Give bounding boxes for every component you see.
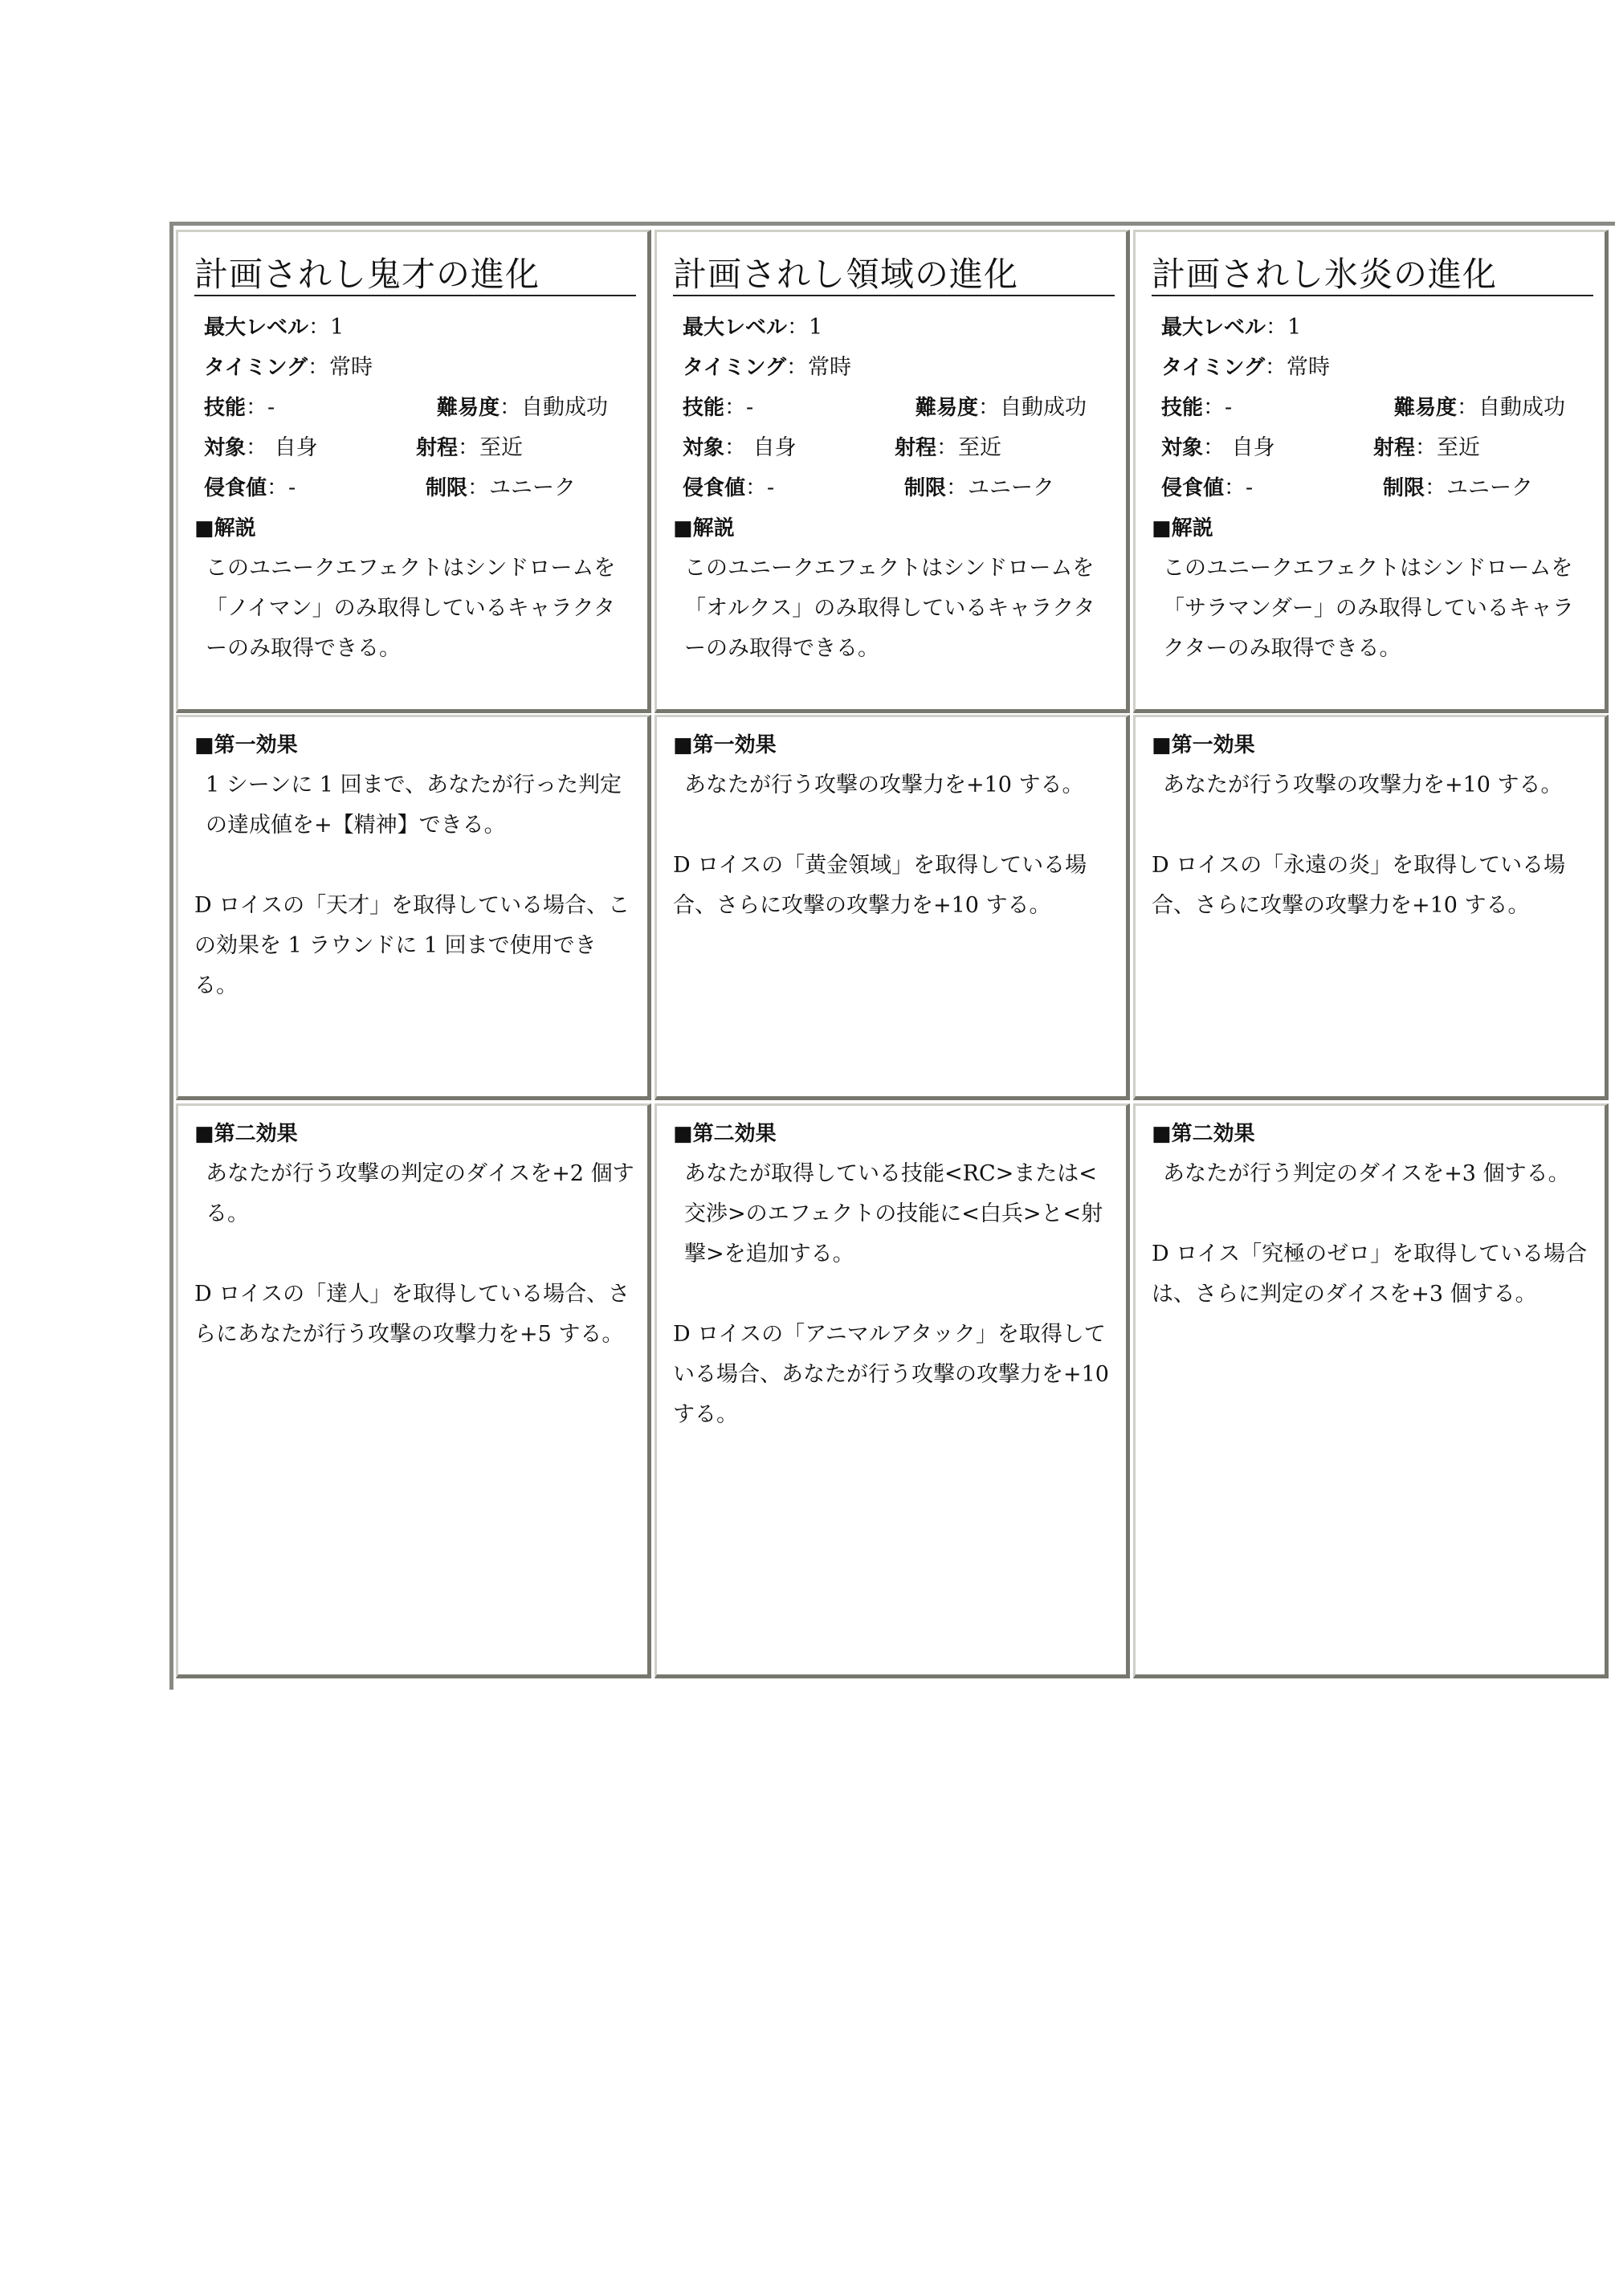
target-value: ： 自身 xyxy=(1203,435,1275,460)
target-label: 対象 xyxy=(204,436,247,460)
description-heading: ■解説 xyxy=(1152,516,1213,540)
first-effect-heading: ■第一効果 xyxy=(673,733,777,757)
max-level-label: 最大レベル xyxy=(204,316,309,340)
difficulty-label: 難易度 xyxy=(1394,396,1458,420)
erosion-label: 侵食値 xyxy=(683,476,746,500)
timing-label: タイミング xyxy=(683,356,786,380)
card-title: 計画されし領域の進化 xyxy=(673,240,1115,296)
second-effect-cell xyxy=(176,1103,651,1678)
second-effect-droyce-text: D ロイスの「アニマルアタック」を取得している場合、あなたが行う攻撃の攻撃力を+10 する。 xyxy=(673,1322,1109,1427)
timing-label: タイミング xyxy=(1161,356,1265,380)
description-text: このユニークエフェクトはシンドロームを「ノイマン」のみ取得しているキャラクターのみ取得できる。 xyxy=(206,556,616,661)
timing-label: タイミング xyxy=(204,356,308,380)
first-effect-text: あなたが行う攻撃の攻撃力を+10 する。 xyxy=(684,773,1084,797)
erosion-value: ：- xyxy=(267,475,296,500)
max-level-value: ：1 xyxy=(308,315,345,340)
first-effect-heading: ■第一効果 xyxy=(194,733,298,757)
stat-block xyxy=(194,308,636,508)
range-label: 射程 xyxy=(1373,436,1416,460)
erosion-value: ：- xyxy=(745,475,775,500)
limit-label: 制限 xyxy=(426,476,468,500)
stat-block xyxy=(1152,308,1593,508)
first-effect-text: あなたが行う攻撃の攻撃力を+10 する。 xyxy=(1163,773,1563,797)
skill-value: ：- xyxy=(246,395,275,420)
difficulty-value: ：自動成功 xyxy=(500,395,609,420)
card-title: 計画されし鬼才の進化 xyxy=(194,240,636,296)
max-level-value: ：1 xyxy=(1266,315,1302,340)
range-value: ：至近 xyxy=(1415,435,1481,460)
difficulty-value: ：自動成功 xyxy=(978,395,1087,420)
card-header-cell xyxy=(176,230,651,713)
limit-label: 制限 xyxy=(904,476,947,500)
card-title: 計画されし氷炎の進化 xyxy=(1152,240,1593,296)
skill-label: 技能 xyxy=(683,396,725,420)
skill-label: 技能 xyxy=(1161,396,1204,420)
max-level-label: 最大レベル xyxy=(1161,316,1266,340)
timing-value: ：常時 xyxy=(307,355,373,380)
second-effect-cell xyxy=(655,1103,1130,1678)
limit-label: 制限 xyxy=(1383,476,1425,500)
skill-value: ：- xyxy=(1203,395,1233,420)
description-text: このユニークエフェクトはシンドロームを「オルクス」のみ取得しているキャラクターのみ取得できる。 xyxy=(684,556,1095,661)
description-text: このユニークエフェクトはシンドロームを「サラマンダー」のみ取得しているキャラクターのみ取得できる。 xyxy=(1163,556,1574,661)
skill-label: 技能 xyxy=(204,396,247,420)
card-header-cell xyxy=(1133,230,1609,713)
second-effect-heading: ■第二効果 xyxy=(194,1122,298,1146)
range-value: ：至近 xyxy=(458,435,524,460)
description-heading: ■解説 xyxy=(673,516,735,540)
card-header-cell xyxy=(655,230,1130,713)
erosion-label: 侵食値 xyxy=(1161,476,1225,500)
range-value: ：至近 xyxy=(936,435,1002,460)
max-level-label: 最大レベル xyxy=(683,316,788,340)
target-value: ： 自身 xyxy=(724,435,797,460)
first-effect-droyce-text: D ロイスの「永遠の炎」を取得している場合、さらに攻撃の攻撃力を+10 する。 xyxy=(1152,853,1566,918)
erosion-label: 侵食値 xyxy=(204,476,267,500)
first-effect-cell xyxy=(176,715,651,1100)
second-effect-text: あなたが取得している技能<RC>または<交渉>のエフェクトの技能に<白兵>と<射撃>を追加する。 xyxy=(684,1161,1103,1266)
target-label: 対象 xyxy=(683,436,725,460)
second-effect-droyce-text: D ロイス「究極のゼロ」を取得している場合は、さらに判定のダイスを+3 個する。 xyxy=(1152,1242,1588,1307)
first-effect-text: 1 シーンに 1 回まで、あなたが行った判定の達成値を+【精神】できる。 xyxy=(206,773,622,838)
second-effect-cell xyxy=(1133,1103,1609,1678)
first-effect-droyce-text: D ロイスの「黄金領域」を取得している場合、さらに攻撃の攻撃力を+10 する。 xyxy=(673,853,1087,918)
max-level-value: ：1 xyxy=(787,315,823,340)
description-heading: ■解説 xyxy=(194,516,256,540)
second-effect-heading: ■第二効果 xyxy=(673,1122,777,1146)
second-effect-droyce-text: D ロイスの「達人」を取得している場合、さらにあなたが行う攻撃の攻撃力を+5 する。 xyxy=(194,1282,630,1347)
stat-block xyxy=(673,308,1115,508)
first-effect-cell xyxy=(655,715,1130,1100)
first-effect-droyce-text: D ロイスの「天才」を取得している場合、この効果を 1 ラウンドに 1 回まで使用できる。 xyxy=(194,893,630,998)
limit-value: ：ユニーク xyxy=(946,475,1055,500)
range-label: 射程 xyxy=(895,436,937,460)
timing-value: ：常時 xyxy=(1264,355,1330,380)
first-effect-heading: ■第一効果 xyxy=(1152,733,1255,757)
target-value: ： 自身 xyxy=(246,435,318,460)
range-label: 射程 xyxy=(416,436,459,460)
limit-value: ：ユニーク xyxy=(467,475,577,500)
difficulty-label: 難易度 xyxy=(437,396,500,420)
second-effect-text: あなたが行う判定のダイスを+3 個する。 xyxy=(1163,1161,1570,1186)
timing-value: ：常時 xyxy=(785,355,851,380)
erosion-value: ：- xyxy=(1224,475,1254,500)
second-effect-heading: ■第二効果 xyxy=(1152,1122,1255,1146)
skill-value: ：- xyxy=(724,395,754,420)
difficulty-value: ：自動成功 xyxy=(1457,395,1566,420)
first-effect-cell xyxy=(1133,715,1609,1100)
target-label: 対象 xyxy=(1161,436,1204,460)
limit-value: ：ユニーク xyxy=(1425,475,1534,500)
difficulty-label: 難易度 xyxy=(916,396,979,420)
second-effect-text: あなたが行う攻撃の判定のダイスを+2 個する。 xyxy=(206,1161,634,1226)
